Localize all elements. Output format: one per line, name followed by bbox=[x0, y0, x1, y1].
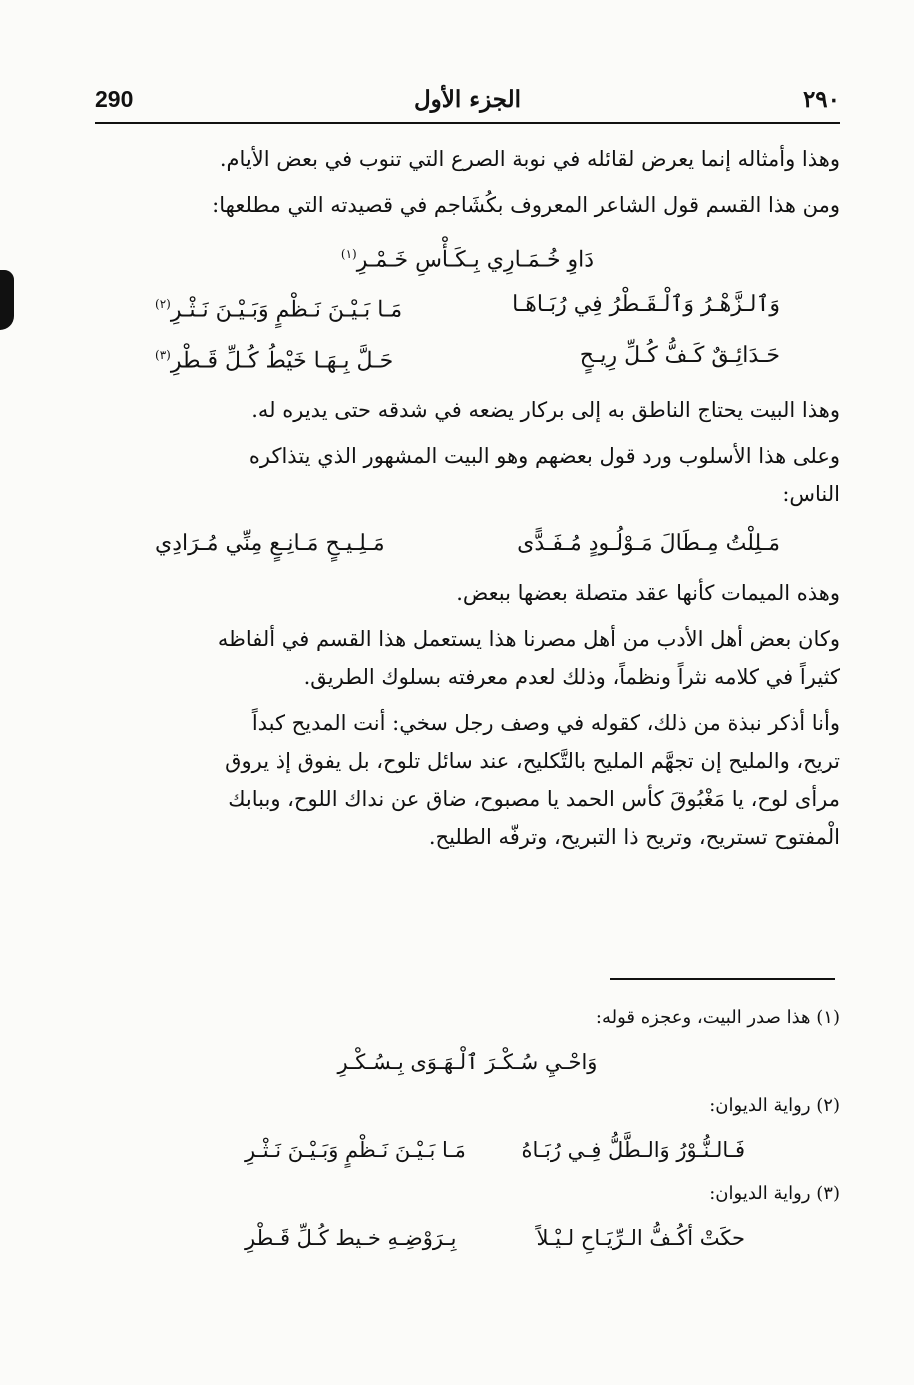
verse-2-second-hemistich bbox=[155, 333, 393, 383]
footnote-1-text: هذا صدر البيت، وعجزه قوله: bbox=[595, 1007, 811, 1028]
verse-opening bbox=[95, 232, 840, 282]
scan-ink-mark bbox=[0, 270, 14, 330]
verse-1-second-text: مَـا بَـيْـنَ نَـظْمٍ وَبَـيْـنَ نَـثْـرِ bbox=[170, 297, 403, 323]
paragraph-7-line-4: الْمفتوح تستريح، وتريح ذا التبريح، وترفّه الطليح. bbox=[428, 824, 840, 849]
footnote-ref-1: (١) bbox=[340, 247, 357, 261]
verse-3 bbox=[95, 521, 840, 566]
footnote-3-second-hemistich: بِـرَوْضِـهِ خـيط كُـلِّ قَـطْرِ bbox=[245, 1226, 457, 1250]
paragraph-6-line-2: كثيراً في كلامه نثراً ونظماً، وذلك لعدم معرفته بسلوك الطريق. bbox=[303, 664, 840, 689]
footnote-2-text: رواية الديوان: bbox=[709, 1095, 811, 1116]
verse-opening-text: دَاوِ خُـمَـارِي بِـكَـأْسِ خَـمْـرِ bbox=[356, 247, 595, 273]
verse-1-second-hemistich bbox=[155, 282, 402, 332]
verse-3-second-hemistich: مَـلِـيـحٍ مَـانِـعٍ مِنِّي مُـرَادِي bbox=[155, 530, 385, 556]
paragraph-7-line-1: وأنا أذكر نبذة من ذلك، كقوله في وصف رجل سخي: أنت المديح كبداً bbox=[251, 710, 840, 735]
footnote-separator bbox=[610, 978, 835, 980]
footnote-3-text: رواية الديوان: bbox=[709, 1183, 811, 1204]
part-title: الجزء الأول bbox=[413, 86, 522, 113]
footnote-3 bbox=[95, 1176, 840, 1212]
paragraph-7-line-2: تريح، والمليح إن تجهَّم المليح بالتَّكليح، عند سائل تلوح، بل يفوق إذ يروق bbox=[225, 748, 840, 773]
paragraph-2: ومن هذا القسم قول الشاعر المعروف بكُشَاجم في قصيدته التي مطلعها: bbox=[212, 193, 840, 217]
footnote-2-second-hemistich: مَـا بَـيْـنَ نَـظْمٍ وَبَـيْـنَ نَـثْـرِ bbox=[245, 1138, 466, 1162]
paragraph-5: وهذه الميمات كأنها عقد متصلة بعضها ببعض. bbox=[456, 580, 840, 605]
verse-3-first-hemistich: مَـلِلْتُ مِـطَالَ مَـوْلُـودٍ مُـفَـدًّى bbox=[517, 530, 780, 556]
footnote-2-first-hemistich: فَـالـنُّـوْرُ وَالـطَّلُّ فِـي رُبَـاهُ bbox=[521, 1138, 745, 1162]
footnote-2-number: (٢) bbox=[816, 1095, 840, 1116]
footnotes bbox=[95, 1000, 840, 1264]
paragraph-1: وهذا وأمثاله إنما يعرض لقائله في نوبة الصرع التي تنوب في بعض الأيام. bbox=[219, 147, 840, 171]
verse-1-first-hemistich: وَٱلـزَّهْـرُ وَٱلْـقَـطْرُ فِي رُبَـاهَـا bbox=[512, 292, 780, 318]
footnote-ref-3: (٣) bbox=[155, 347, 171, 362]
paragraph-7-line-3: مرأى لوح، يا مَغْبُوقَ كأس الحمد يا مصبوح، ضاق عن نداك اللوح، وببابك bbox=[228, 786, 840, 811]
page-number-arabic: ٢٩٠ bbox=[802, 86, 840, 113]
footnote-1-number: (١) bbox=[816, 1007, 840, 1028]
verse-2 bbox=[95, 333, 840, 383]
verse-2-second-text: حَـلَّ بِـهَـا خَيْطُ كُـلِّ قَـطْرِ bbox=[170, 347, 394, 373]
paragraph-4-line-1: وعلى هذا الأسلوب ورد قول بعضهم وهو البيت المشهور الذي يتذاكره bbox=[248, 443, 840, 468]
page-header bbox=[95, 82, 840, 124]
verse-2-first-hemistich: حَـدَائِـقٌ كَـفُّ كُـلِّ رِيـحٍ bbox=[579, 342, 780, 368]
paragraph-4-line-2: الناس: bbox=[782, 481, 840, 506]
footnote-1 bbox=[95, 1000, 840, 1036]
page-number-latin: 290 bbox=[95, 86, 134, 112]
footnote-ref-2: (٢) bbox=[155, 297, 171, 312]
paragraph-6-line-1: وكان بعض أهل الأدب من أهل مصرنا هذا يستعمل هذا القسم في ألفاظه bbox=[217, 626, 840, 651]
footnote-2-verse bbox=[95, 1124, 840, 1176]
main-text bbox=[95, 140, 840, 856]
paragraph-3: وهذا البيت يحتاج الناطق به إلى بركار يضعه في شدقه حتى يديره له. bbox=[251, 397, 840, 422]
footnote-2 bbox=[95, 1088, 840, 1124]
footnote-3-first-hemistich: حكَتْ أكُـفُّ الـرِّيَـاحِ لـيْـلاً bbox=[536, 1226, 745, 1250]
footnote-1-verse: وَاحْـيِ سُـكْـرَ ٱلْـهَـوَى بِـسُـكْـرِ bbox=[337, 1050, 598, 1074]
footnote-3-verse bbox=[95, 1212, 840, 1264]
verse-1 bbox=[95, 282, 840, 332]
footnote-3-number: (٣) bbox=[816, 1183, 840, 1204]
